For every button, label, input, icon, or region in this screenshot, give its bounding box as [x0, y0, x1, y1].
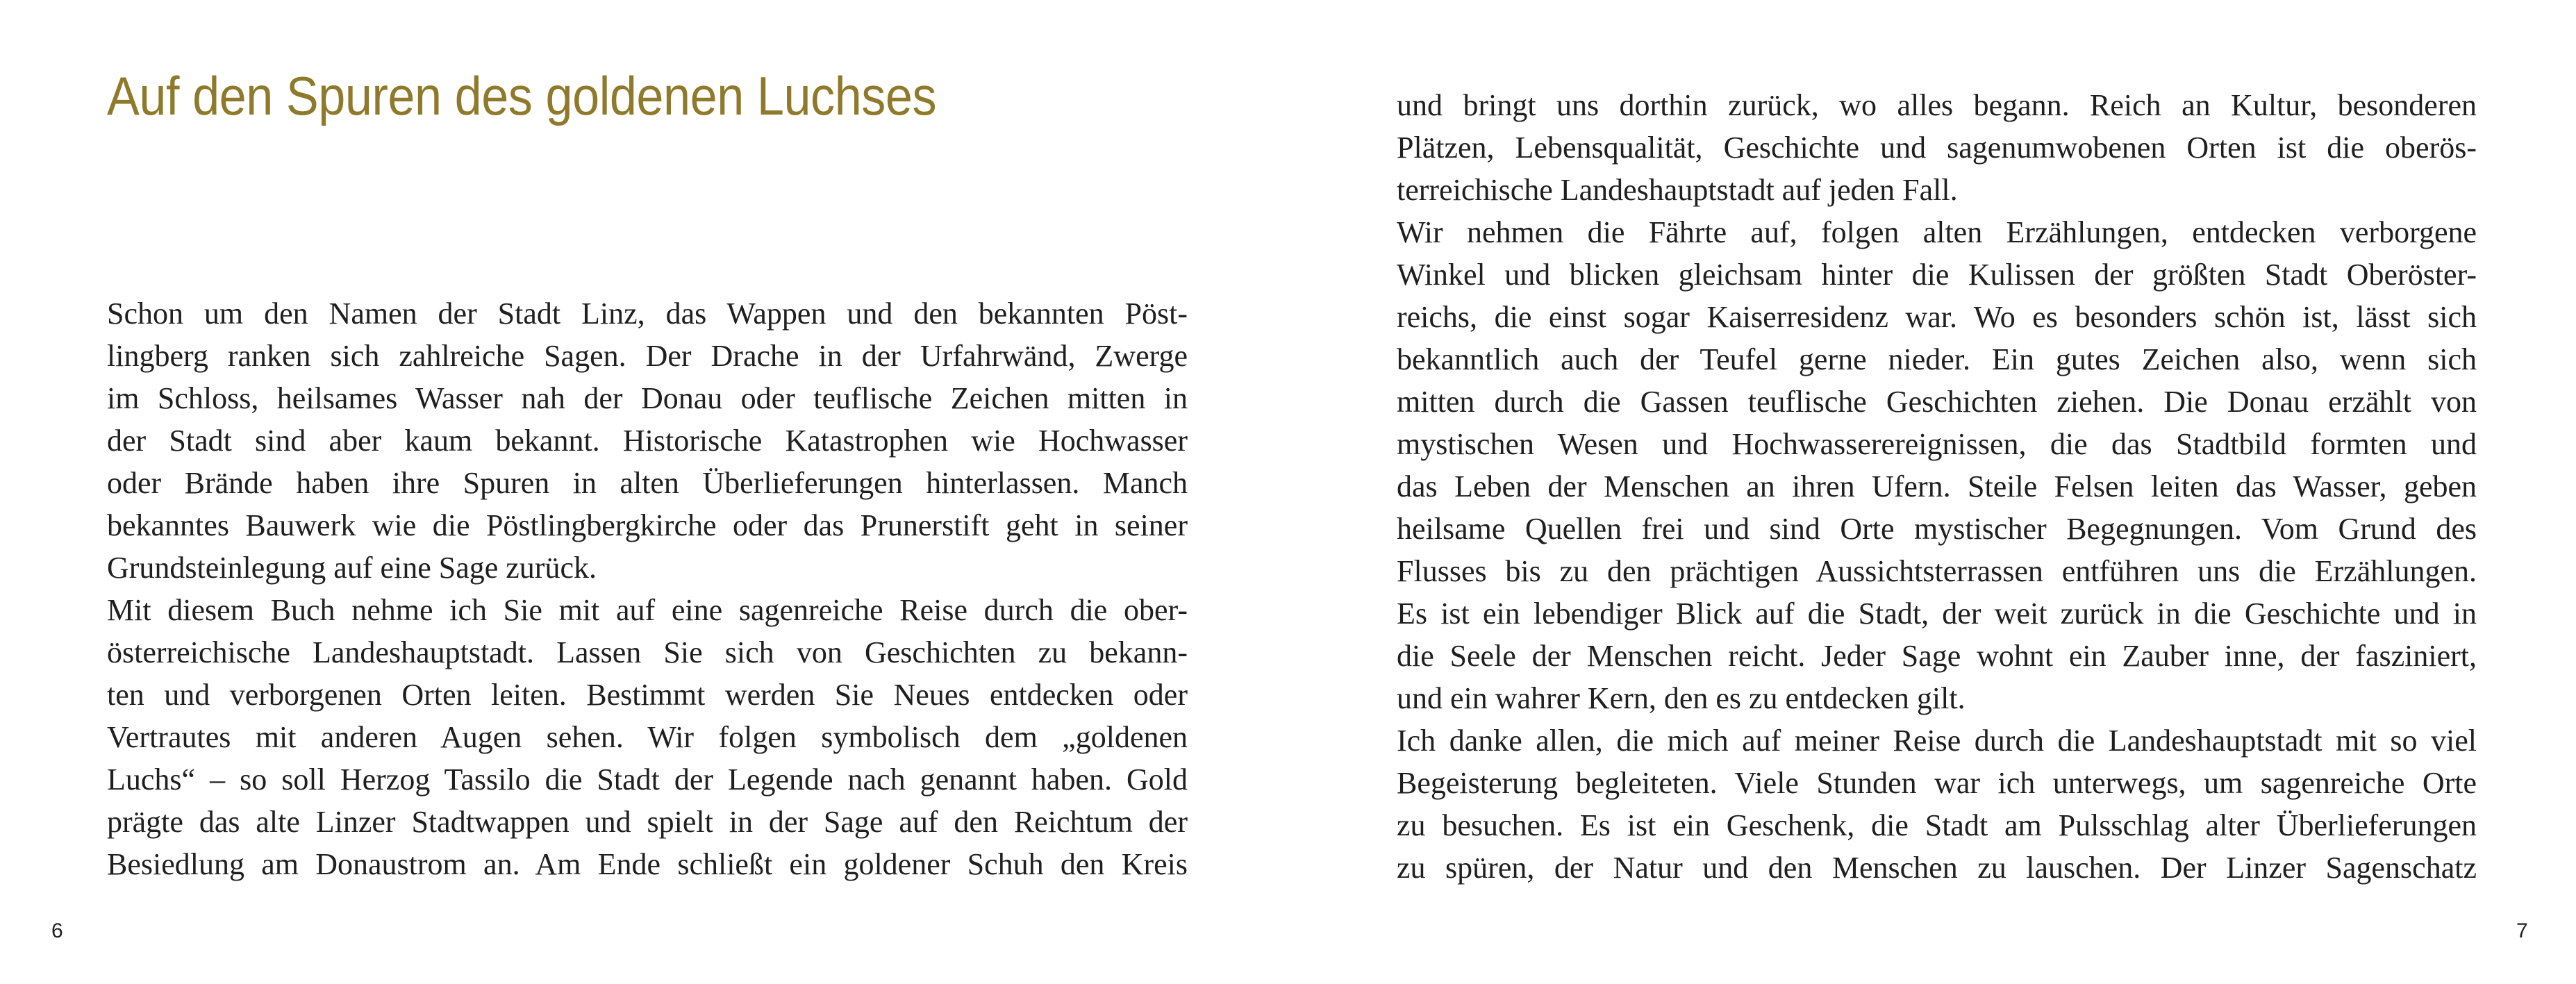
text-line: lingberg ranken sich zahlreiche Sagen. Der Drache in der Urfahrwänd, Zwerge	[107, 339, 1188, 373]
text-line: Flusses bis zu den prächtigen Aussichtsterrassen entführen uns die Erzählungen.	[1397, 554, 2477, 588]
text-line: reichs, die einst sogar Kaiserresidenz war. Wo es besonders schön ist, lässt sich	[1397, 300, 2477, 334]
text-line: und ein wahrer Kern, den es zu entdecken gilt.	[1397, 681, 1966, 715]
text-line: terreichische Landeshauptstadt auf jeden Fall.	[1397, 173, 1958, 207]
text-line: mystischen Wesen und Hochwasserereignissen, die das Stadtbild formten und	[1397, 427, 2477, 461]
text-line: und bringt uns dorthin zurück, wo alles begann. Reich an Kultur, besonderen	[1397, 88, 2477, 122]
text-line: Mit diesem Buch nehme ich Sie mit auf eine sagenreiche Reise durch die ober-	[107, 593, 1188, 627]
paragraph	[1397, 84, 2477, 211]
text-line: zu besuchen. Es ist ein Geschenk, die Stadt am Pulsschlag alter Überlieferungen	[1397, 808, 2477, 842]
text-line: zu spüren, der Natur und den Menschen zu lauschen. Der Linzer Sagenschatz	[1397, 851, 2477, 885]
text-line: der Stadt sind aber kaum bekannt. Historische Katastrophen wie Hochwasser	[107, 424, 1188, 458]
text-line: mitten durch die Gassen teuflische Geschichten ziehen. Die Donau erzählt von	[1397, 385, 2477, 419]
text-line: Vertrautes mit anderen Augen sehen. Wir folgen symbolisch dem „goldenen	[107, 720, 1188, 754]
paragraph	[1397, 211, 2477, 719]
text-line: Ich danke allen, die mich auf meiner Reise durch die Landeshauptstadt mit so viel	[1397, 724, 2477, 758]
text-line: Luchs“ – so soll Herzog Tassilo die Stadt der Legende nach genannt haben. Gold	[107, 762, 1188, 797]
text-line: heilsame Quellen frei und sind Orte mystischer Begegnungen. Vom Grund des	[1397, 512, 2477, 546]
text-line: bekanntes Bauwerk wie die Pöstlingbergkirche oder das Prunerstift geht in seiner	[107, 508, 1188, 542]
text-line: oder Brände haben ihre Spuren in alten Überlieferungen hinterlassen. Manch	[107, 466, 1188, 500]
text-line: Grundsteinlegung auf eine Sage zurück.	[107, 551, 597, 585]
right-page	[1288, 0, 2575, 984]
paragraph	[107, 589, 1188, 885]
text-line: prägte das alte Linzer Stadtwappen und spielt in der Sage auf den Reichtum der	[107, 805, 1188, 839]
text-line: Plätzen, Lebensqualität, Geschichte und sagenumwobenen Orten ist die oberös-	[1397, 131, 2477, 165]
text-line: die Seele der Menschen reicht. Jeder Sage wohnt ein Zauber inne, der fasziniert,	[1397, 639, 2477, 673]
paragraph	[107, 292, 1188, 589]
text-line: bekanntlich auch der Teufel gerne nieder. Ein gutes Zeichen also, wenn sich	[1397, 342, 2477, 376]
left-body-text	[107, 292, 1188, 885]
page-title: Auf den Spuren des goldenen Luchses	[107, 65, 937, 126]
text-line: Begeisterung begleiteten. Viele Stunden war ich unterwegs, um sagenreiche Orte	[1397, 766, 2477, 800]
text-line: Es ist ein lebendiger Blick auf die Stadt, der weit zurück in die Geschichte und in	[1397, 597, 2477, 631]
paragraph	[1397, 719, 2477, 889]
text-line: das Leben der Menschen an ihren Ufern. Steile Felsen leiten das Wasser, geben	[1397, 469, 2477, 503]
text-line: ten und verborgenen Orten leiten. Bestimmt werden Sie Neues entdecken oder	[107, 678, 1188, 712]
text-line: Besiedlung am Donaustrom an. Am Ende schließt ein goldener Schuh den Kreis	[107, 847, 1188, 881]
text-line: Wir nehmen die Fährte auf, folgen alten Erzählungen, entdecken verborgene	[1397, 215, 2477, 249]
page-number: 6	[51, 919, 63, 942]
text-line: Schon um den Namen der Stadt Linz, das Wappen und den bekannten Pöst-	[107, 297, 1188, 331]
text-line: österreichische Landeshauptstadt. Lassen Sie sich von Geschichten zu bekann-	[107, 635, 1188, 669]
right-body-text	[1397, 84, 2477, 889]
text-line: Winkel und blicken gleichsam hinter die Kulissen der größten Stadt Oberöster-	[1397, 258, 2477, 292]
page-number: 7	[2516, 919, 2528, 942]
text-line: im Schloss, heilsames Wasser nah der Donau oder teuflische Zeichen mitten in	[107, 381, 1188, 415]
